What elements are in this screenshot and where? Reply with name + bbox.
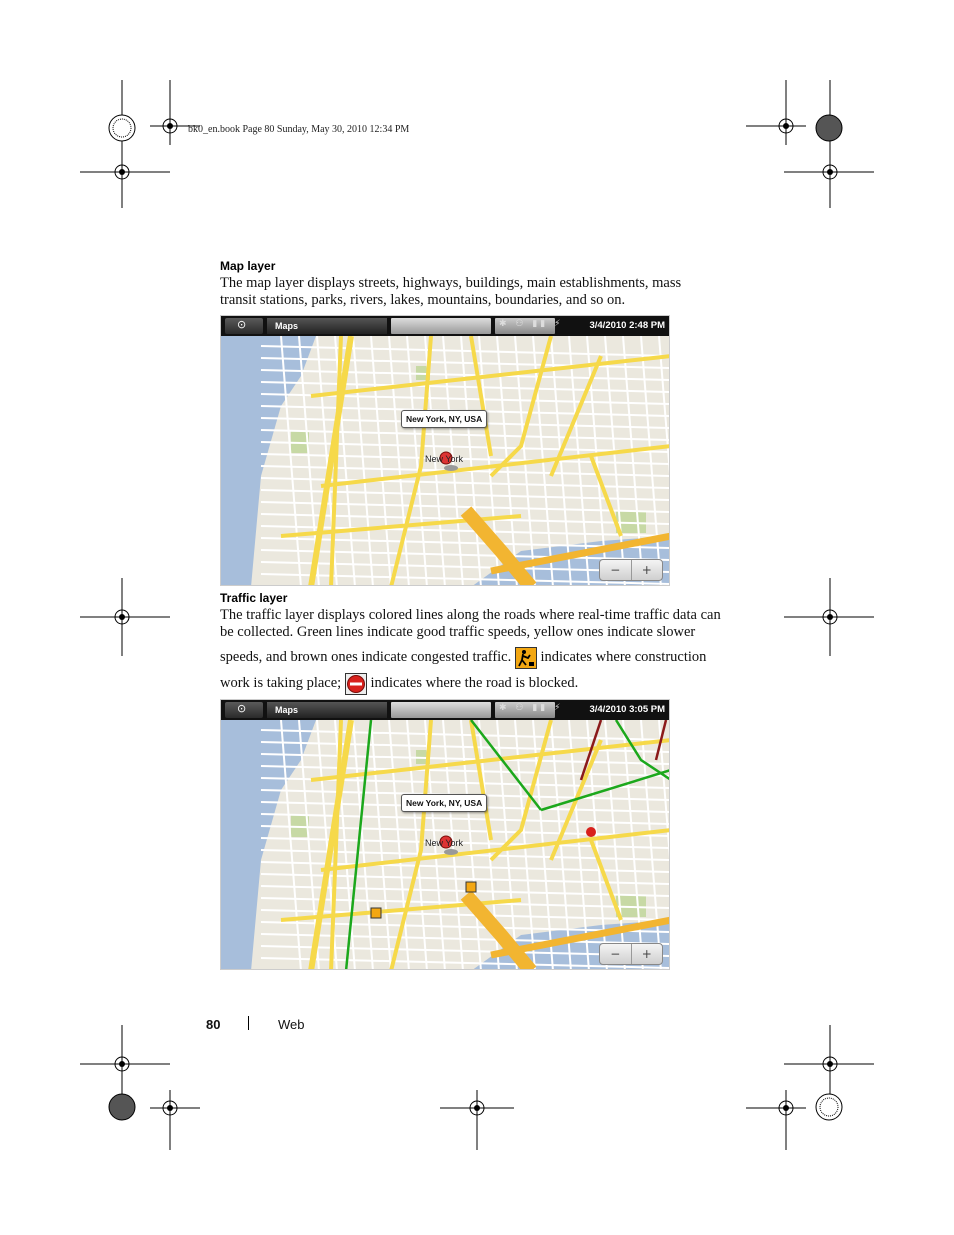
app-label: Maps (267, 702, 387, 718)
traffic-line-3 (220, 645, 720, 669)
traffic-line-4 (220, 671, 720, 695)
zoom-control (599, 559, 663, 581)
map-screenshot-2 (220, 699, 670, 970)
pin-label: New York (425, 838, 464, 848)
location-balloon[interactable]: New York, NY, USA (401, 410, 487, 428)
notification-area (391, 702, 491, 718)
para-text: indicates where the road is blocked. (370, 675, 579, 691)
para-text: speeds, and brown ones indicate congested traffic. (220, 649, 512, 665)
chevron-down-icon: ⊙ (237, 702, 247, 715)
traffic-layer-heading: Traffic layer (220, 591, 288, 605)
app-label: Maps (267, 318, 387, 334)
map-layer-paragraph (220, 275, 720, 309)
traffic-layer-paragraph (220, 607, 720, 641)
para-line: be collected. Green lines indicate good traffic speeds, yellow ones indicate slower (220, 624, 696, 640)
clock: 3/4/2010 3:05 PM (589, 704, 665, 715)
location-balloon[interactable]: New York, NY, USA (401, 794, 487, 812)
footer-divider (248, 1016, 249, 1030)
para-text: indicates where construction (540, 649, 707, 665)
pin-shadow (444, 465, 458, 471)
map-screenshot-1 (220, 315, 670, 586)
status-bar (221, 700, 669, 720)
pin-label: New York (425, 454, 464, 464)
construction-icon (371, 908, 381, 918)
road-blocked-icon (586, 827, 596, 837)
zoom-out-button[interactable]: − (600, 944, 632, 964)
clock: 3/4/2010 2:48 PM (589, 320, 665, 331)
road-blocked-icon (345, 673, 367, 695)
status-icons: ✱ ⚇ ▮▮ ⚡ (499, 319, 564, 329)
chevron-down-icon: ⊙ (237, 318, 247, 331)
pin-shadow (444, 849, 458, 855)
para-line: The map layer displays streets, highways, buildings, main establishments, mass (220, 275, 682, 291)
book-header: bk0_en.book Page 80 Sunday, May 30, 2010 12:34 PM (188, 124, 410, 135)
zoom-in-button[interactable]: + (641, 563, 652, 577)
status-icons: ✱ ⚇ ▮▮ ⚡ (499, 703, 564, 713)
para-line: transit stations, parks, rivers, lakes, mountains, boundaries, and so on. (220, 292, 626, 308)
zoom-control (599, 943, 663, 965)
status-bar (221, 316, 669, 336)
footer-section: Web (278, 1017, 305, 1032)
construction-icon (466, 882, 476, 892)
notification-area (391, 318, 491, 334)
page-number: 80 (206, 1017, 221, 1032)
para-line: The traffic layer displays colored lines along the roads where real-time traffic data can (220, 607, 721, 623)
para-text: work is taking place; (220, 675, 342, 691)
construction-icon (515, 647, 537, 669)
zoom-in-button[interactable]: + (641, 947, 652, 961)
map-layer-heading: Map layer (220, 259, 276, 273)
zoom-out-button[interactable]: − (600, 560, 632, 580)
